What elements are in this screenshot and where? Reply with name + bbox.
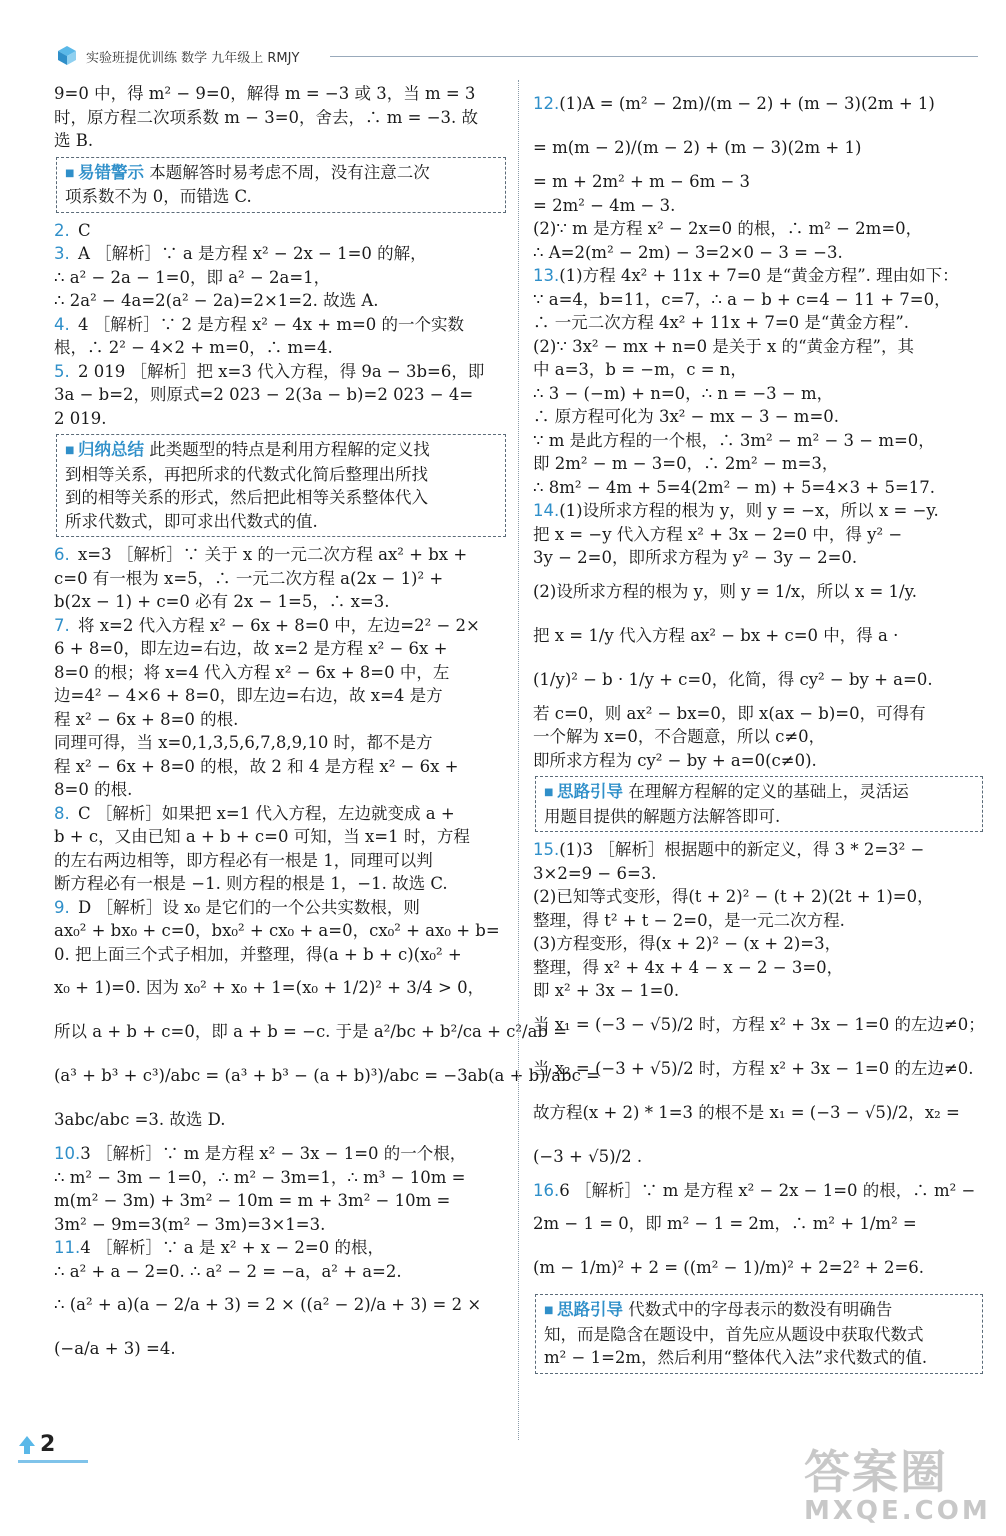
answer-line xyxy=(533,1047,983,1091)
note-title: ■ 思路引导 xyxy=(544,1300,623,1319)
answer-line xyxy=(54,708,506,732)
note-line xyxy=(544,805,974,829)
question-number: 16. xyxy=(533,1180,560,1200)
answer-text: ∴ m² − 3m − 1=0，∴ m² − 3m=1，∴ m³ − 10m = xyxy=(54,1167,466,1187)
answer-text: (1)方程 4x² + 11x + 7=0 是“黄金方程”. 理由如下： xyxy=(559,266,959,285)
answer-line xyxy=(533,288,983,312)
answer-text: 程 x² − 6x + 8=0 的根，故 2 和 4 是方程 x² − 6x + xyxy=(54,756,459,776)
answer-text: (1)3 ［解析］根据题中的新定义，得 3 * 2=3² − xyxy=(559,840,925,859)
question-number: 7. xyxy=(54,615,70,635)
note-text: 本题解答时易考虑不周，没有注意二次 xyxy=(149,162,430,182)
answer-text: ∴ 2a² − 4a=2(a² − 2a)=2×1=2. 故选 A. xyxy=(54,291,379,310)
answer-line xyxy=(54,266,506,290)
answer-text: x=3 ［解析］∵ 关于 x 的一元二次方程 ax² + bx + xyxy=(78,545,468,564)
answer-text: 边=4² − 4×6 + 8=0，即左边=右边，故 x=4 是方 xyxy=(54,686,443,705)
right-column xyxy=(533,82,983,1380)
watermark xyxy=(804,1436,991,1526)
answer-line-start xyxy=(533,838,983,862)
question-number: 13. xyxy=(533,266,560,285)
question-number: 10. xyxy=(54,1144,81,1163)
answer-text: ∴ a² − 2a − 1=0，即 a² − 2a=1， xyxy=(54,267,331,287)
answer-line xyxy=(533,523,983,547)
answer-line xyxy=(533,1202,983,1246)
answer-line xyxy=(54,590,506,614)
answer-text: 当 x₂ = (−3 + √5)/2 时，方程 x² + 3x − 1=0 的左边≠0. xyxy=(533,1058,974,1078)
note-text: 知，而是隐含在题设中，首先应从题设中获取代数式 xyxy=(544,1324,924,1344)
answer-text: 把 x = −y 代入方程 x² + 3x − 2=0 中，得 y² − xyxy=(533,524,903,544)
answer-text: 4 ［解析］∵ a 是 x² + x − 2=0 的根， xyxy=(80,1238,384,1257)
answer-text: 3 ［解析］∵ m 是方程 x² − 3x − 1=0 的一个根， xyxy=(80,1144,467,1163)
answer-line xyxy=(54,943,506,967)
answer-line xyxy=(533,614,983,658)
answer-text: x₀ + 1)=0. 因为 x₀² + x₀ + 1=(x₀ + 1/2)² + 3/4 > 0， xyxy=(54,978,485,997)
answer-text: 整理，得 x² + 4x + 4 − x − 2 − 3=0， xyxy=(533,957,844,977)
answer-text: 2 019. xyxy=(54,408,107,428)
question-number: 3. xyxy=(54,244,70,263)
answer-text: ∴ 一元二次方程 4x² + 11x + 7=0 是“黄金方程”. xyxy=(533,313,910,332)
answer-line xyxy=(533,335,983,359)
note-text: m² − 1=2m，然后利用“整体代入法”求代数式的值. xyxy=(544,1348,928,1367)
answer-text: b(2x − 1) + c=0 必有 2x − 1=5，∴ x=3. xyxy=(54,592,390,611)
answer-text: c=0 有一根为 x=5，∴ 一元二次方程 a(2x − 1)² + xyxy=(54,568,444,588)
answer-line xyxy=(54,1010,568,1054)
question-number: 12. xyxy=(533,94,560,113)
answer-line xyxy=(54,289,506,313)
answer-text: (2)∵ 3x² − mx + n=0 是关于 x 的“黄金方程”，其 xyxy=(533,336,914,356)
answer-line xyxy=(54,1098,506,1142)
answer-text: 3×2=9 − 6=3. xyxy=(533,863,657,883)
answer-text: 将 x=2 代入方程 x² − 6x + 8=0 中，左边=2² − 2× xyxy=(78,615,480,635)
answer-line xyxy=(54,1213,506,1237)
answer-text: 3abc/abc =3. 故选 D. xyxy=(54,1110,226,1129)
page-number: 2 xyxy=(40,1432,56,1457)
answer-text: D ［解析］设 x₀ 是它们的一个公共实数根，则 xyxy=(78,897,420,917)
answer-text: (2)已知等式变形，得(t + 2)² − (t + 2)(2t + 1)=0， xyxy=(533,887,934,906)
answer-text: m(m² − 3m) + 3m² − 10m = m + 3m² − 10m = xyxy=(54,1191,451,1210)
answer-text: 3y − 2=0，即所求方程为 y² − 3y − 2=0. xyxy=(533,548,858,567)
note-line xyxy=(544,1323,974,1347)
answer-line xyxy=(533,979,983,1003)
answer-line xyxy=(54,106,506,130)
answer-text: 即所求方程为 cy² − by + a=0(c≠0). xyxy=(533,750,817,770)
answer-line-start xyxy=(533,1179,983,1203)
question-number: 9. xyxy=(54,897,70,917)
answer-line-start xyxy=(54,242,506,266)
answer-line xyxy=(54,82,506,106)
answer-line xyxy=(54,129,506,153)
answer-line xyxy=(533,194,983,218)
answer-line xyxy=(533,749,983,773)
answer-line xyxy=(54,661,506,685)
answer-line-start xyxy=(533,264,983,288)
answer-text: 若 c=0，则 ax² − bx=0，即 x(ax − b)=0，可得有 xyxy=(533,703,926,723)
answer-line xyxy=(533,311,983,335)
note-text: 代数式中的字母表示的数没有明确告 xyxy=(628,1300,893,1319)
answer-line xyxy=(533,170,983,194)
answer-line xyxy=(54,872,506,896)
answer-text: (−a/a + 3) =4. xyxy=(54,1339,176,1358)
watermark-logo-text: 答案圈 xyxy=(804,1445,948,1499)
answer-text: 的左右两边相等，即方程必有一根是 1，同理可以判 xyxy=(54,850,433,870)
answer-line xyxy=(533,358,983,382)
answer-line-start xyxy=(54,543,506,567)
note-line xyxy=(544,780,974,805)
answer-line-start xyxy=(54,896,506,920)
question-number: 5. xyxy=(54,361,70,381)
answer-text: ∵ m 是此方程的一个根，∴ 3m² − m² − 3 − m=0， xyxy=(533,430,935,450)
answer-text: 中 a=3，b = −m，c = n， xyxy=(533,360,747,379)
answer-line xyxy=(533,702,983,726)
answer-line xyxy=(54,778,506,802)
answer-line xyxy=(533,217,983,241)
note-line xyxy=(65,438,497,463)
answer-line xyxy=(533,429,983,453)
question-number: 8. xyxy=(54,803,70,823)
answer-line xyxy=(54,1260,506,1284)
answer-line xyxy=(533,658,983,702)
answer-line xyxy=(533,452,983,476)
answer-text: ∴ 原方程可化为 3x² − mx − 3 − m=0. xyxy=(533,407,840,426)
answer-line xyxy=(54,407,506,431)
answer-line xyxy=(54,567,506,591)
answer-text: (m − 1/m)² + 2 = ((m² − 1)/m)² + 2=2² + 2=6. xyxy=(533,1258,925,1277)
note-box xyxy=(56,157,506,213)
answer-line-start xyxy=(54,360,506,384)
answer-line xyxy=(533,909,983,933)
question-number: 15. xyxy=(533,840,560,859)
answer-line-start xyxy=(54,614,506,638)
answer-text: ∵ a=4，b=11，c=7，∴ a − b + c=4 − 11 + 7=0， xyxy=(533,289,951,309)
answer-line xyxy=(533,862,983,886)
answer-text: ∴ 3 − (−m) + n=0，∴ n = −3 − m， xyxy=(533,383,834,403)
answer-text: 同理可得，当 x=0,1,3,5,6,7,8,9,10 时，都不是方 xyxy=(54,733,433,752)
answer-text: = m + 2m² + m − 6m − 3 xyxy=(533,172,751,191)
answer-line xyxy=(533,546,983,570)
answer-line xyxy=(54,383,506,407)
answer-line-start xyxy=(54,219,506,243)
answer-text: = m(m − 2)/(m − 2) + (m − 3)(2m + 1) xyxy=(533,138,862,157)
cube-logo-icon xyxy=(56,44,78,66)
answer-line xyxy=(54,825,506,849)
answer-line xyxy=(54,1283,506,1327)
answer-line-start xyxy=(54,1142,506,1166)
answer-text: 即 2m² − m − 3=0，∴ 2m² − m=3， xyxy=(533,454,839,473)
answer-text: 8=0 的根. xyxy=(54,780,133,799)
answer-line xyxy=(533,1003,983,1047)
answer-text: ∴ A=2(m² − 2m) − 3=2×0 − 3 = −3. xyxy=(533,242,843,262)
answer-line-start xyxy=(533,499,983,523)
answer-text: = 2m² − 4m − 3. xyxy=(533,195,676,215)
answer-line xyxy=(54,1054,600,1098)
question-number: 11. xyxy=(54,1238,81,1257)
note-text: 用题目提供的解题方法解答即可. xyxy=(544,806,781,826)
answer-text: (a³ + b³ + c³)/abc = (a³ + b³ − (a + b)³)/abc = −3ab(a + b)/abc = xyxy=(54,1066,600,1085)
answer-line xyxy=(533,476,983,500)
answer-text: 6 + 8=0，即左边=右边，故 x=2 是方程 x² − 6x + xyxy=(54,639,448,658)
note-title: ■ 思路引导 xyxy=(544,782,623,801)
answer-line xyxy=(54,1189,506,1213)
answer-text: 整理，得 t² + t − 2=0，是一元二次方程. xyxy=(533,910,845,930)
answer-text: 时，原方程二次项系数 m − 3=0，舍去，∴ m = −3. 故 xyxy=(54,107,479,127)
answer-text: 2 019 ［解析］把 x=3 代入方程，得 9a − 3b=6，即 xyxy=(78,361,485,381)
answer-text: 故方程(x + 2) * 1=3 的根不是 x₁ = (−3 − √5)/2，x₂ = xyxy=(533,1102,960,1122)
note-line xyxy=(65,463,497,487)
answer-line xyxy=(533,932,983,956)
note-line xyxy=(65,486,497,510)
answer-line xyxy=(533,241,983,265)
answer-text: 选 B. xyxy=(54,131,94,150)
answer-line xyxy=(533,570,983,614)
answer-text: (1/y)² − b · 1/y + c=0，化简，得 cy² − by + a=0. xyxy=(533,669,933,689)
answer-text: A ［解析］∵ a 是方程 x² − 2x − 1=0 的解， xyxy=(78,244,427,263)
note-text: 项系数不为 0，而错选 C. xyxy=(65,187,252,206)
answer-text: ∴ a² + a − 2=0. ∴ a² − 2 = −a，a² + a=2. xyxy=(54,1261,402,1281)
answer-line xyxy=(54,966,506,1010)
answer-text: C xyxy=(78,220,91,240)
answer-line xyxy=(54,755,506,779)
answer-line xyxy=(54,336,506,360)
question-number: 4. xyxy=(54,314,70,334)
answer-text: 断方程必有一根是 −1. 则方程的根是 1，−1. 故选 C. xyxy=(54,874,448,893)
note-text: 到的相等关系的形式，然后把此相等关系整体代入 xyxy=(65,488,428,507)
answer-text: (−3 + √5)/2 . xyxy=(533,1146,643,1166)
answer-text: 根，∴ 2² − 4×2 + m=0，∴ m=4. xyxy=(54,338,333,357)
answer-line xyxy=(533,382,983,406)
answer-text: 所以 a + b + c=0，即 a + b = −c. 于是 a²/bc + b²/ca + c²/ab = xyxy=(54,1022,568,1041)
answer-text: 2m − 1 = 0，即 m² − 1 = 2m，∴ m² + 1/m² = xyxy=(533,1214,917,1233)
answer-line xyxy=(533,1246,983,1290)
note-box xyxy=(535,776,983,832)
answer-line-start xyxy=(54,802,506,826)
up-arrow-icon xyxy=(18,1434,36,1456)
note-line xyxy=(65,185,497,209)
answer-text: 把 x = 1/y 代入方程 ax² − bx + c=0 中，得 a · xyxy=(533,625,899,645)
header-title: 实验班提优训练 数学 九年级上 RMJY xyxy=(86,51,300,66)
page-header xyxy=(50,44,980,70)
answer-line-start xyxy=(54,1236,506,1260)
answer-text: 程 x² − 6x + 8=0 的根. xyxy=(54,709,239,729)
note-title: ■ 易错警示 xyxy=(65,163,144,182)
answer-line-start xyxy=(533,82,983,126)
answer-line xyxy=(533,956,983,980)
answer-line xyxy=(533,126,983,170)
note-box xyxy=(535,1294,983,1374)
note-text: 此类题型的特点是利用方程解的定义找 xyxy=(149,440,430,459)
answer-text: ∴ 8m² − 4m + 5=4(2m² − m) + 5=4×3 + 5=17. xyxy=(533,477,936,497)
answer-text: 一个解为 x=0，不合题意，所以 c≠0， xyxy=(533,727,826,746)
answer-line xyxy=(54,919,506,943)
answer-text: b + c，又由已知 a + b + c=0 可知，当 x=1 时，方程 xyxy=(54,827,470,846)
answer-line xyxy=(54,1166,506,1190)
question-number: 14. xyxy=(533,501,560,520)
answer-line xyxy=(533,725,983,749)
answer-line xyxy=(533,1091,983,1135)
answer-text: C ［解析］如果把 x=1 代入方程，左边就变成 a + xyxy=(78,803,455,823)
answer-line xyxy=(54,684,506,708)
answer-text: 当 x₁ = (−3 − √5)/2 时，方程 x² + 3x − 1=0 的左边≠0； xyxy=(533,1014,985,1034)
answer-line-start xyxy=(54,313,506,337)
answer-text: (2)设所求方程的根为 y，则 y = 1/x，所以 x = 1/y. xyxy=(533,581,917,601)
answer-text: 即 x² + 3x − 1=0. xyxy=(533,981,680,1000)
watermark-site: MXQE.COM xyxy=(804,1496,991,1526)
page-number-rule xyxy=(18,1460,88,1463)
note-box xyxy=(56,434,506,537)
answer-text: 3a − b=2，则原式=2 023 − 2(3a − b)=2 023 − 4= xyxy=(54,385,474,404)
column-divider xyxy=(518,80,519,1440)
header-rule xyxy=(330,56,978,57)
answer-text: ax₀² + bx₀ + c=0，bx₀² + cx₀ + a=0，cx₀² + ax₀ + b= xyxy=(54,921,500,940)
answer-text: (3)方程变形，得(x + 2)² − (x + 2)=3， xyxy=(533,934,842,953)
note-line xyxy=(544,1298,974,1323)
answer-text: ∴ (a² + a)(a − 2/a + 3) = 2 × ((a² − 2)/a + 3) = 2 × xyxy=(54,1295,482,1314)
answer-text: (2)∵ m 是方程 x² − 2x=0 的根，∴ m² − 2m=0， xyxy=(533,219,923,238)
note-text: 在理解方程解的定义的基础上，灵活运 xyxy=(628,782,909,801)
answer-text: 9=0 中，得 m² − 9=0，解得 m = −3 或 3，当 m = 3 xyxy=(54,84,476,103)
answer-line xyxy=(54,1327,506,1371)
answer-line xyxy=(533,1135,983,1179)
question-number: 6. xyxy=(54,545,70,564)
answer-line xyxy=(54,637,506,661)
answer-text: (1)A = (m² − 2m)/(m − 2) + (m − 3)(2m + 1) xyxy=(559,94,935,113)
answer-line xyxy=(533,885,983,909)
note-text: 所求代数式，即可求出代数式的值. xyxy=(65,511,318,531)
answer-line xyxy=(54,849,506,873)
answer-line xyxy=(533,405,983,429)
answer-text: (1)设所求方程的根为 y，则 y = −x，所以 x = −y. xyxy=(559,501,939,520)
note-text: 到相等关系，再把所求的代数式化简后整理出所找 xyxy=(65,464,428,484)
answer-text: 0. 把上面三个式子相加，并整理，得(a + b + c)(x₀² + xyxy=(54,944,462,964)
note-line xyxy=(544,1346,974,1370)
question-number: 2. xyxy=(54,220,70,240)
answer-text: 3m² − 9m=3(m² − 3m)=3×1=3. xyxy=(54,1214,326,1234)
note-line xyxy=(65,161,497,186)
note-title: ■ 归纳总结 xyxy=(65,440,144,459)
answer-line xyxy=(54,731,506,755)
answer-text: 4 ［解析］∵ 2 是方程 x² − 4x + m=0 的一个实数 xyxy=(78,314,465,334)
note-line xyxy=(65,510,497,534)
answer-text: 8=0 的根；将 x=4 代入方程 x² − 6x + 8=0 中，左 xyxy=(54,662,450,682)
answer-text: 6 ［解析］∵ m 是方程 x² − 2x − 1=0 的根，∴ m² − xyxy=(559,1180,976,1200)
